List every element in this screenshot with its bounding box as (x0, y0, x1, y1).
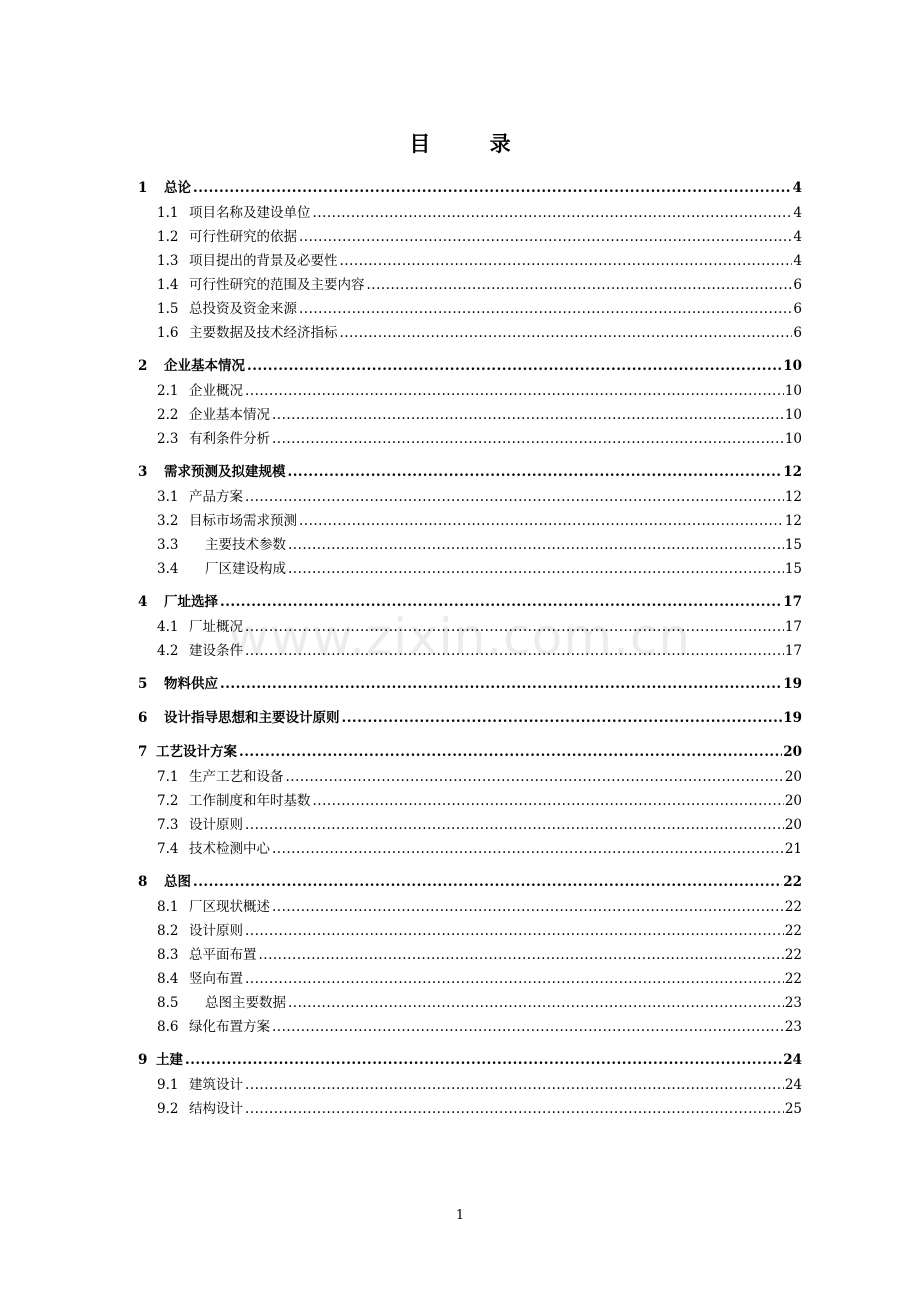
toc-dot-leader (193, 176, 792, 200)
toc-entry-label: 厂址概况 (189, 619, 243, 635)
toc-dot-leader (245, 485, 784, 509)
toc-dot-leader (342, 706, 783, 730)
toc-entry-page: 10 (784, 407, 802, 423)
toc-entry-page: 20 (784, 769, 802, 785)
toc-entry-label: 主要数据及技术经济指标 (189, 325, 338, 341)
toc-entry-page: 21 (784, 841, 802, 857)
toc-section-entry[interactable] (138, 943, 802, 967)
toc-section-entry[interactable] (138, 249, 802, 273)
toc-entry-label: 设计原则 (189, 923, 243, 939)
toc-entry-label: 总图主要数据 (205, 995, 286, 1011)
toc-entry-number: 8 (138, 874, 148, 890)
toc-entry-number: 1.5 (157, 301, 179, 317)
toc-entry-page: 22 (784, 899, 802, 915)
toc-dot-leader (245, 919, 784, 943)
toc-entry-number: 3 (138, 464, 148, 480)
toc-chapter-entry[interactable] (138, 590, 802, 615)
toc-entry-number: 2 (138, 358, 148, 374)
toc-dot-leader (288, 460, 783, 484)
toc-section-entry[interactable] (138, 919, 802, 943)
toc-entry-label: 可行性研究的范围及主要内容 (189, 277, 365, 293)
toc-entry-number: 8.2 (157, 923, 179, 939)
toc-entry-label: 项目名称及建设单位 (189, 205, 311, 221)
toc-entry-page: 23 (784, 995, 802, 1011)
toc-section-entry[interactable] (138, 837, 802, 861)
toc-dot-leader (220, 672, 782, 696)
toc-entry-number: 7.1 (157, 769, 179, 785)
toc-entry-page: 24 (783, 1052, 802, 1068)
toc-entry-number: 7.4 (157, 841, 179, 857)
toc-entry-label: 建筑设计 (189, 1077, 243, 1093)
toc-entry-page: 17 (784, 619, 802, 635)
toc-entry-page: 22 (784, 923, 802, 939)
toc-dot-leader (288, 533, 784, 557)
toc-section-entry[interactable] (138, 1073, 802, 1097)
toc-entry-number: 2.3 (157, 431, 179, 447)
toc-dot-leader (193, 870, 782, 894)
toc-dot-leader (299, 225, 792, 249)
toc-dot-leader (288, 557, 784, 581)
toc-entry-number: 7.3 (157, 817, 179, 833)
toc-entry-label: 企业基本情况 (164, 358, 245, 374)
toc-dot-leader (245, 615, 784, 639)
toc-entry-label: 需求预测及拟建规模 (164, 464, 286, 480)
toc-entry-label: 项目提出的背景及必要性 (189, 253, 338, 269)
toc-entry-label: 设计原则 (189, 817, 243, 833)
toc-entry-label: 可行性研究的依据 (189, 229, 297, 245)
toc-entry-number: 3.3 (157, 537, 179, 553)
toc-entry-number: 7 (138, 744, 148, 760)
toc-entry-number: 1.2 (157, 229, 179, 245)
toc-entry-page: 4 (793, 253, 802, 269)
toc-dot-leader (245, 639, 784, 663)
toc-entry-label: 土建 (156, 1052, 183, 1068)
toc-entry-label: 技术检测中心 (189, 841, 270, 857)
toc-section-entry[interactable] (138, 789, 802, 813)
toc-entry-number: 1.1 (157, 205, 179, 221)
toc-entry-page: 15 (784, 561, 802, 577)
toc-entry-number: 4.2 (157, 643, 179, 659)
toc-entry-label: 生产工艺和设备 (189, 769, 284, 785)
toc-dot-leader (245, 1097, 784, 1121)
toc-entry-page: 10 (784, 431, 802, 447)
toc-entry-number: 9.2 (157, 1101, 179, 1117)
toc-dot-leader (272, 403, 784, 427)
toc-entry-page: 6 (793, 277, 802, 293)
toc-entry-label: 建设条件 (189, 643, 243, 659)
watermark: www.zixin.com.cn (228, 608, 692, 666)
toc-chapter-entry[interactable] (138, 460, 802, 485)
page-number: 1 (455, 1208, 465, 1223)
toc-entry-page: 17 (783, 594, 802, 610)
toc-dot-leader (313, 201, 793, 225)
toc-entry-number: 9 (138, 1052, 148, 1068)
toc-dot-leader (272, 895, 784, 919)
toc-entry-number: 7.2 (157, 793, 179, 809)
toc-entry-number: 1.3 (157, 253, 179, 269)
toc-dot-leader (220, 590, 782, 614)
toc-entry-label: 总平面布置 (189, 947, 257, 963)
toc-entry-page: 22 (783, 874, 802, 890)
toc-dot-leader (367, 273, 793, 297)
toc-entry-page: 6 (793, 301, 802, 317)
toc-entry-page: 12 (784, 513, 802, 529)
toc-section-entry[interactable] (138, 967, 802, 991)
toc-section-entry[interactable] (138, 379, 802, 403)
toc-entry-label: 主要技术参数 (205, 537, 286, 553)
toc-entry-label: 总图 (164, 874, 191, 890)
toc-section-entry[interactable] (138, 297, 802, 321)
toc-entry-label: 总投资及资金来源 (189, 301, 297, 317)
toc-dot-leader (245, 813, 784, 837)
toc-entry-label: 竖向布置 (189, 971, 243, 987)
toc-entry-page: 20 (784, 793, 802, 809)
toc-entry-label: 企业概况 (189, 383, 243, 399)
toc-section-entry[interactable] (138, 639, 802, 663)
toc-section-entry[interactable] (138, 509, 802, 533)
toc-dot-leader (245, 967, 784, 991)
toc-entry-number: 8.4 (157, 971, 179, 987)
toc-entry-page: 22 (784, 947, 802, 963)
toc-entry-number: 3.1 (157, 489, 179, 505)
toc-entry-page: 19 (783, 676, 802, 692)
toc-entry-number: 8.5 (157, 995, 179, 1011)
toc-section-entry[interactable] (138, 557, 802, 581)
toc-section-entry[interactable] (138, 991, 802, 1015)
toc-section-entry[interactable] (138, 273, 802, 297)
toc-entry-number: 8.1 (157, 899, 179, 915)
toc-dot-leader (340, 321, 793, 345)
toc-entry-page: 17 (784, 643, 802, 659)
toc-chapter-entry[interactable] (138, 672, 802, 697)
toc-dot-leader (299, 297, 792, 321)
toc-entry-label: 目标市场需求预测 (189, 513, 297, 529)
toc-dot-leader (272, 427, 784, 451)
toc-entry-page: 15 (784, 537, 802, 553)
toc-section-entry[interactable] (138, 1015, 802, 1039)
toc-chapter-entry[interactable] (138, 354, 802, 379)
toc-entry-number: 9.1 (157, 1077, 179, 1093)
toc-section-entry[interactable] (138, 615, 802, 639)
toc-entry-page: 6 (793, 325, 802, 341)
toc-entry-page: 10 (784, 383, 802, 399)
toc-section-entry[interactable] (138, 813, 802, 837)
toc-chapter-entry[interactable] (138, 870, 802, 895)
toc-chapter-entry[interactable] (138, 1048, 802, 1073)
toc-entry-label: 工作制度和年时基数 (189, 793, 311, 809)
toc-dot-leader (272, 837, 784, 861)
toc-entry-page: 25 (784, 1101, 802, 1117)
toc-dot-leader (288, 991, 784, 1015)
toc-dot-leader (245, 1073, 784, 1097)
toc-entry-label: 工艺设计方案 (156, 744, 237, 760)
toc-entry-page: 22 (784, 971, 802, 987)
toc-chapter-entry[interactable] (138, 176, 802, 201)
toc-entry-number: 1 (138, 180, 148, 196)
toc-entry-number: 6 (138, 710, 148, 726)
toc-entry-page: 4 (793, 205, 802, 221)
toc-dot-leader (299, 509, 784, 533)
toc-entry-number: 2.1 (157, 383, 179, 399)
toc-entry-label: 物料供应 (164, 676, 218, 692)
toc-entry-label: 厂区建设构成 (205, 561, 286, 577)
toc-entry-label: 有利条件分析 (189, 431, 270, 447)
toc-section-entry[interactable] (138, 201, 802, 225)
table-of-contents (138, 176, 802, 1121)
toc-entry-label: 厂区现状概述 (189, 899, 270, 915)
toc-section-entry[interactable] (138, 485, 802, 509)
toc-entry-label: 绿化布置方案 (189, 1019, 270, 1035)
toc-section-entry[interactable] (138, 1097, 802, 1121)
toc-section-entry[interactable] (138, 321, 802, 345)
toc-chapter-entry[interactable] (138, 740, 802, 765)
toc-entry-number: 5 (138, 676, 148, 692)
toc-entry-page: 12 (783, 464, 802, 480)
toc-entry-number: 4.1 (157, 619, 179, 635)
toc-dot-leader (340, 249, 793, 273)
toc-entry-page: 19 (783, 710, 802, 726)
toc-entry-label: 产品方案 (189, 489, 243, 505)
toc-entry-label: 设计指导思想和主要设计原则 (164, 710, 340, 726)
toc-section-entry[interactable] (138, 533, 802, 557)
toc-entry-number: 2.2 (157, 407, 179, 423)
toc-dot-leader (239, 740, 782, 764)
toc-entry-number: 4 (138, 594, 148, 610)
toc-dot-leader (313, 789, 784, 813)
toc-dot-leader (259, 943, 784, 967)
toc-entry-page: 12 (784, 489, 802, 505)
toc-entry-number: 3.4 (157, 561, 179, 577)
toc-entry-page: 4 (792, 180, 802, 196)
toc-entry-number: 3.2 (157, 513, 179, 529)
toc-section-entry[interactable] (138, 427, 802, 451)
toc-entry-label: 结构设计 (189, 1101, 243, 1117)
toc-chapter-entry[interactable] (138, 706, 802, 731)
toc-entry-page: 24 (784, 1077, 802, 1093)
toc-entry-label: 厂址选择 (164, 594, 218, 610)
toc-entry-label: 总论 (164, 180, 191, 196)
toc-entry-page: 10 (783, 358, 802, 374)
toc-entry-number: 8.3 (157, 947, 179, 963)
toc-entry-page: 20 (783, 744, 802, 760)
toc-entry-number: 1.4 (157, 277, 179, 293)
toc-section-entry[interactable] (138, 765, 802, 789)
toc-dot-leader (245, 379, 784, 403)
toc-entry-page: 4 (793, 229, 802, 245)
toc-section-entry[interactable] (138, 895, 802, 919)
toc-entry-page: 20 (784, 817, 802, 833)
toc-entry-number: 1.6 (157, 325, 179, 341)
toc-entry-number: 8.6 (157, 1019, 179, 1035)
toc-section-entry[interactable] (138, 225, 802, 249)
toc-section-entry[interactable] (138, 403, 802, 427)
toc-dot-leader (272, 1015, 784, 1039)
page-title: 目 录 (409, 131, 537, 156)
toc-entry-page: 23 (784, 1019, 802, 1035)
toc-dot-leader (185, 1048, 782, 1072)
toc-dot-leader (286, 765, 784, 789)
toc-entry-label: 企业基本情况 (189, 407, 270, 423)
toc-dot-leader (247, 354, 782, 378)
